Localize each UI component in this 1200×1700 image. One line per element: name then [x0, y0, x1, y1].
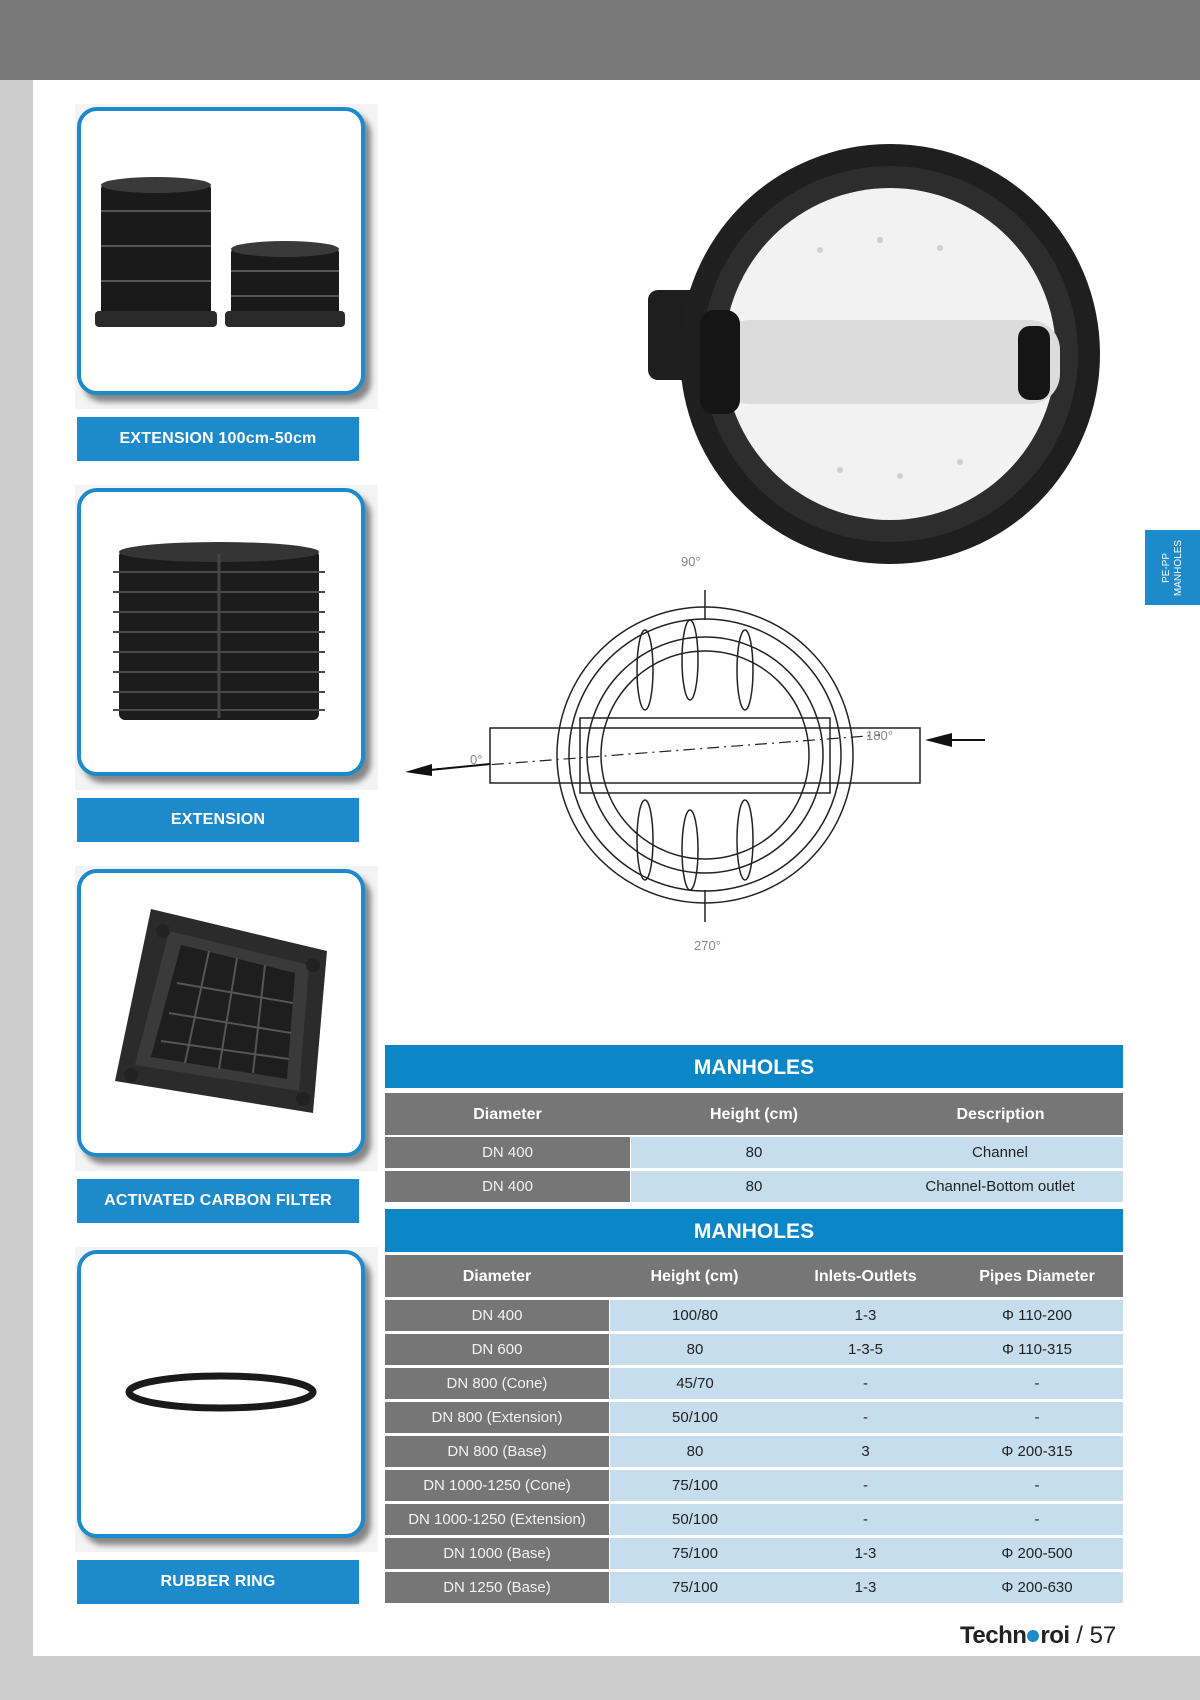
brand-text-b: roi — [1040, 1622, 1070, 1649]
cell: 80 — [610, 1436, 780, 1467]
cell: - — [780, 1504, 951, 1535]
cell: DN 800 (Extension) — [385, 1402, 609, 1433]
cell: Channel — [877, 1137, 1123, 1168]
cell: DN 1000 (Base) — [385, 1538, 609, 1569]
cell: 1-3 — [780, 1300, 951, 1331]
rubber-ring-illustration — [81, 1254, 361, 1534]
cell: 1-3 — [780, 1572, 951, 1603]
section-side-tab — [1145, 530, 1200, 605]
product-caption: ACTIVATED CARBON FILTER — [77, 1179, 359, 1223]
cell: 1-3 — [780, 1538, 951, 1569]
cell: Φ 200-315 — [951, 1436, 1123, 1467]
table-row — [385, 1436, 1123, 1467]
cell: DN 400 — [385, 1300, 609, 1331]
cell: DN 600 — [385, 1334, 609, 1365]
cell: - — [780, 1470, 951, 1501]
table-title: MANHOLES — [385, 1045, 1123, 1088]
cell: - — [780, 1368, 951, 1399]
table-row — [385, 1171, 1123, 1202]
brand-logo — [960, 1622, 1070, 1649]
table-header-row — [385, 1255, 1123, 1297]
cell: - — [951, 1402, 1123, 1433]
header-cell: Diameter — [473, 1106, 542, 1123]
cell: 80 — [631, 1171, 877, 1202]
cell: - — [951, 1504, 1123, 1535]
table-row — [385, 1300, 1123, 1331]
cell: 100/80 — [610, 1300, 780, 1331]
product-caption: RUBBER RING — [77, 1560, 359, 1604]
cell: 50/100 — [610, 1504, 780, 1535]
header-cell: Height (cm) — [710, 1106, 798, 1123]
angle-label-180: 180° — [866, 728, 893, 743]
header-cell: Height (cm) — [650, 1268, 739, 1285]
table-row — [385, 1368, 1123, 1399]
table-row — [385, 1137, 1123, 1168]
page-number: / 57 — [1076, 1622, 1117, 1649]
manhole-top-view-photo — [640, 140, 1140, 580]
cell: DN 1000-1250 (Cone) — [385, 1470, 609, 1501]
bottom-band — [0, 1656, 1200, 1700]
header-cell: Diameter — [462, 1268, 532, 1285]
carbon-filter-illustration — [81, 873, 361, 1153]
cell: Φ 200-500 — [951, 1538, 1123, 1569]
table-row — [385, 1334, 1123, 1365]
extension-100-50-photo — [77, 107, 365, 395]
table-row — [385, 1572, 1123, 1603]
cell: Φ 110-200 — [951, 1300, 1123, 1331]
extension-cylinder-illustration — [81, 492, 361, 772]
cell: 50/100 — [610, 1402, 780, 1433]
cell: Φ 200-630 — [951, 1572, 1123, 1603]
angle-label-270: 270° — [694, 938, 721, 953]
cell: 45/70 — [610, 1368, 780, 1399]
cell: 75/100 — [610, 1538, 780, 1569]
cell: DN 800 (Base) — [385, 1436, 609, 1467]
cell: 80 — [631, 1137, 877, 1168]
table-title: MANHOLES — [385, 1209, 1123, 1252]
cell: Channel-Bottom outlet — [877, 1171, 1123, 1202]
header-cell: Pipes Diameter — [979, 1268, 1095, 1285]
header-cell: Description — [956, 1106, 1045, 1123]
cell: 3 — [780, 1436, 951, 1467]
cell: 80 — [610, 1334, 780, 1365]
product-caption: EXTENSION — [77, 798, 359, 842]
cell: DN 400 — [385, 1171, 630, 1202]
product-caption: EXTENSION 100cm-50cm — [77, 417, 359, 461]
side-tab-line2: MANHOLES — [1172, 539, 1184, 596]
page-footer — [960, 1622, 1116, 1650]
brand-dot-icon — [1027, 1630, 1039, 1642]
side-tab-line1: PE-PP — [1160, 552, 1172, 583]
table-header-row — [385, 1093, 1123, 1135]
cell: - — [780, 1402, 951, 1433]
table-row — [385, 1538, 1123, 1569]
rubber-ring-photo — [77, 1250, 365, 1538]
table-row — [385, 1402, 1123, 1433]
cell: - — [951, 1368, 1123, 1399]
angle-label-90: 90° — [681, 554, 701, 569]
header-cell: Inlets-Outlets — [814, 1268, 917, 1285]
cell: 75/100 — [610, 1470, 780, 1501]
cell: DN 400 — [385, 1137, 630, 1168]
top-banner — [0, 0, 1200, 80]
cell: - — [951, 1470, 1123, 1501]
carbon-filter-photo — [77, 869, 365, 1157]
angle-label-0: 0° — [470, 752, 483, 767]
cell: Φ 110-315 — [951, 1334, 1123, 1365]
cell: DN 800 (Cone) — [385, 1368, 609, 1399]
table-row — [385, 1470, 1123, 1501]
side-tab-text — [1161, 539, 1185, 595]
cell: 1-3-5 — [780, 1334, 951, 1365]
cell: 75/100 — [610, 1572, 780, 1603]
extension-photo — [77, 488, 365, 776]
cell: DN 1250 (Base) — [385, 1572, 609, 1603]
table-row — [385, 1504, 1123, 1535]
brand-text-a: Techn — [960, 1622, 1027, 1649]
extension-rings-illustration — [81, 111, 361, 391]
cell: DN 1000-1250 (Extension) — [385, 1504, 609, 1535]
manhole-technical-drawing — [400, 550, 1000, 960]
